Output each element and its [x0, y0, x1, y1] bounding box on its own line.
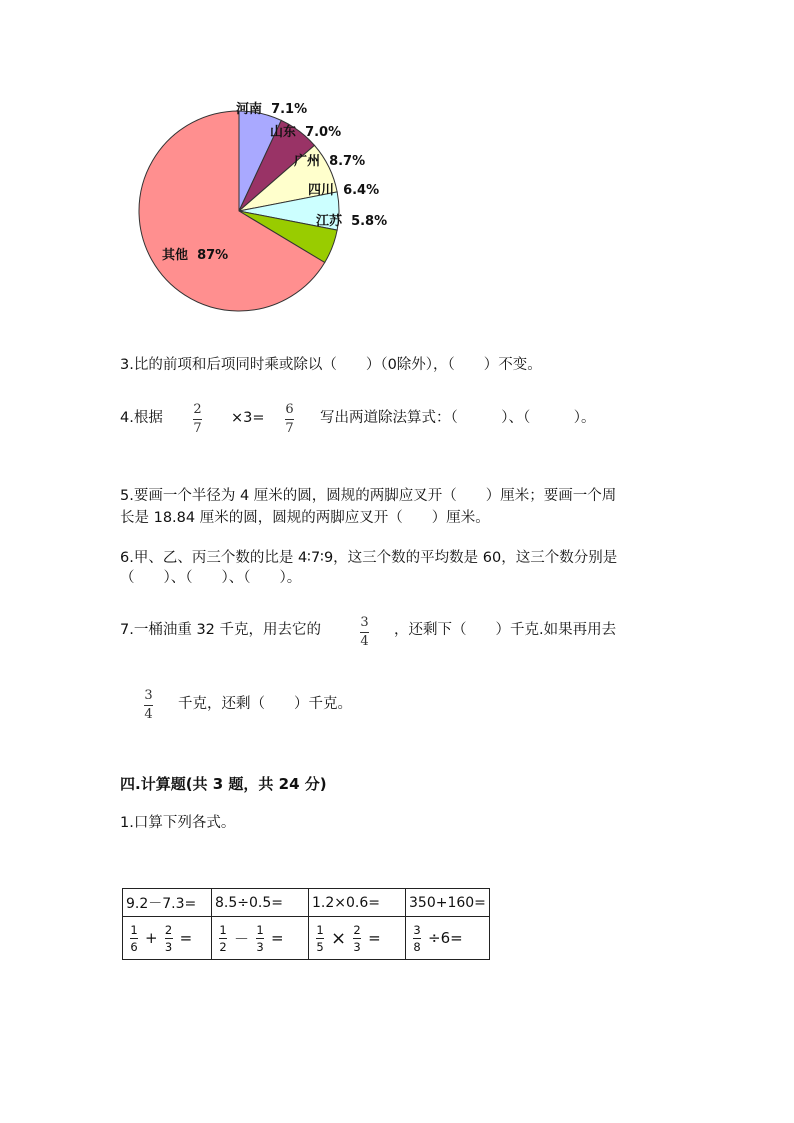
operator: × — [331, 927, 347, 949]
equals: = — [271, 929, 284, 947]
pie-label-jiangsu: 江苏 5.8% — [316, 214, 388, 229]
question-5-line-1: 5.要画一个半径为 4 厘米的圆，圆规的两脚应叉开（ ）厘米；要画一个周 — [120, 488, 617, 504]
pie-label-sichuan: 四川 6.4% — [308, 183, 380, 198]
operator: + — [145, 929, 158, 947]
question-4-fraction-1: 2 7 — [193, 402, 202, 436]
question-3: 3.比的前项和后项同时乘或除以（ ）（0除外），（ ）不变。 — [120, 357, 542, 373]
table-cell — [309, 917, 406, 960]
section-4-question-1: 1.口算下列各式。 — [120, 815, 236, 831]
pie-label-shandong: 山东 7.0% — [270, 125, 342, 140]
fraction: $\frac{3}{8}$ — [413, 922, 421, 954]
question-7b-fraction: 3 4 — [144, 688, 153, 722]
fraction: $\frac{1}{5}$ — [316, 922, 324, 954]
fraction: $\frac{2}{3}$ — [353, 922, 361, 954]
table-cell — [123, 917, 212, 960]
pie-label-other: 其他 87% — [162, 248, 229, 263]
pie-label-henan: 河南 7.1% — [236, 102, 308, 117]
table-cell: 350+160= — [406, 889, 490, 917]
table-cell: 1.2×0.6= — [309, 889, 406, 917]
question-6-line-1: 6.甲、乙、丙三个数的比是 4∶7∶9，这三个数的平均数是 60，这三个数分别是 — [120, 550, 618, 566]
section-4-title: 四.计算题(共 3 题，共 24 分) — [120, 775, 327, 793]
question-6-line-2: （ ）、（ ）、（ ）。 — [120, 570, 302, 586]
question-7-prefix: 7.一桶油重 32 千克，用去它的 — [120, 622, 322, 638]
equals: = — [179, 929, 193, 947]
table-cell — [212, 917, 309, 960]
fraction: $\frac{1}{3}$ — [256, 922, 264, 954]
table-row — [123, 889, 490, 917]
calculation-table — [122, 888, 490, 960]
equals: = — [368, 929, 381, 947]
operator: － — [234, 929, 250, 948]
fraction: $\frac{2}{3}$ — [164, 922, 173, 954]
fraction: $\frac{1}{6}$ — [130, 922, 138, 954]
table-cell — [406, 917, 490, 960]
table-cell: 8.5÷0.5= — [212, 889, 309, 917]
question-4-multiply: ×3= — [231, 410, 265, 426]
question-4-suffix: 写出两道除法算式：（ ）、（ ）。 — [320, 410, 596, 426]
table-cell: 9.2－7.3= — [123, 889, 212, 917]
fraction: $\frac{1}{2}$ — [219, 922, 227, 954]
pie-chart — [130, 90, 450, 320]
pie-label-guangzhou: 广州 8.7% — [294, 154, 366, 169]
question-7-fraction: 3 4 — [360, 615, 369, 649]
table-row — [123, 917, 490, 960]
question-7b-suffix: 千克，还剩（ ）千克。 — [178, 696, 352, 712]
question-4-fraction-2: 6 7 — [285, 402, 294, 436]
operator: ÷6= — [428, 929, 463, 947]
question-7-suffix: ，还剩下（ ）千克.如果再用去 — [394, 622, 617, 638]
question-4-prefix: 4.根据 — [120, 410, 163, 426]
question-5-line-2: 长是 18.84 厘米的圆，圆规的两脚应叉开（ ）厘米。 — [120, 510, 490, 526]
